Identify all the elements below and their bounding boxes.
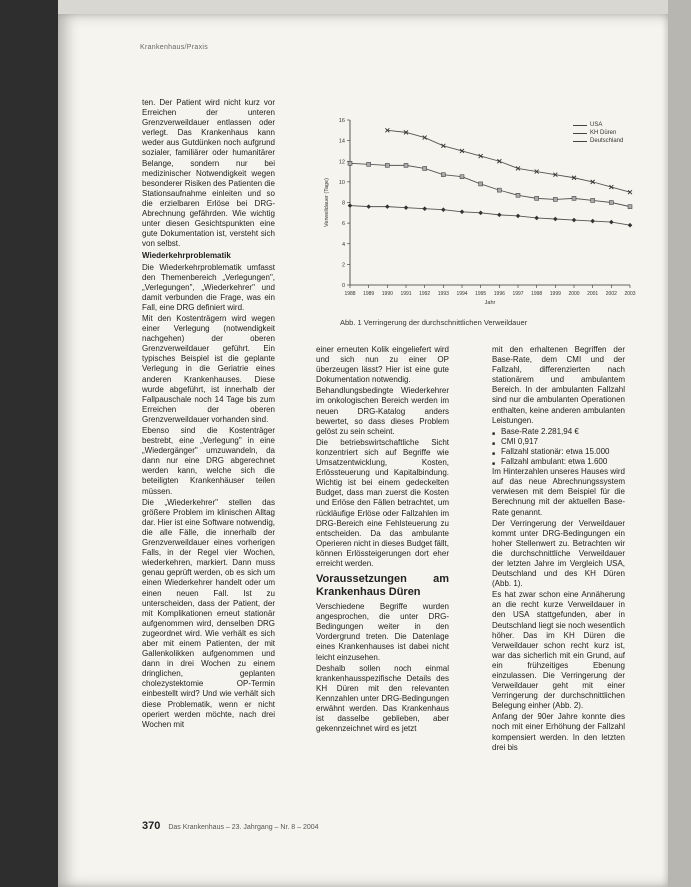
y-tick-label: 14 <box>338 138 345 145</box>
data-point <box>609 220 614 225</box>
data-point <box>385 163 389 167</box>
series-line-0 <box>350 206 630 226</box>
data-point <box>591 198 595 202</box>
x-tick-label: 1989 <box>363 291 375 297</box>
data-point <box>348 161 352 165</box>
x-tick-label: 1999 <box>549 291 561 297</box>
paragraph: Deshalb sollen noch einmal krankenhausspezifische Details des KH Düren mit den relevanten Kennzahlen unter DRG-Bedingungen erwähnt werden. Das Krankenhaus ist dasselbe geblieben, aber gekennzeichnet wird es jetzt <box>316 663 449 734</box>
data-point <box>404 205 409 210</box>
paragraph: Die „Wiederkehrer" stellen das größere Problem im klinischen Alltag dar. Hier ist eine Software notwendig, die alle Fälle, die innerhalb der Grenzverweildauer eines vorherigen Falls, in der Regel vier Wochen, wiederkehren, markiert. Dann muss genau geprüft werden, ob es sich um einen Wiederkehrer handelt oder um einen neuen Fall. Ist zu unterscheiden, dass der Patient, der mit Komplikationen erneut stationär aufgenommen wird, denselben DRG zugeordnet wird. Wie verhält es sich aber mit einem Patienten, der mit Gallenkolikken aufgenommen und dann in drei Wochen zu einem dringlichen, geplanten cholezystektomie OP-Termin einbestellt wird? Und wie verhält sich diese Problematik, wenn er nicht operiert werden möchte, nach drei Wochen mit <box>142 497 275 729</box>
list-item: ■ Fallzahl stationär: etwa 15.000 <box>501 447 625 457</box>
chart-legend <box>573 121 623 145</box>
x-tick-label: 1992 <box>419 291 431 297</box>
list-item: ■ Fallzahl ambulant: etwa 1.600 <box>501 457 625 467</box>
data-point <box>572 218 577 223</box>
x-tick-label: 2001 <box>587 291 599 297</box>
x-tick-label: 1994 <box>456 291 468 297</box>
paragraph: Verschiedene Begriffe wurden angesprochen, die unter DRG-Bedingungen weiter in den Vordergrund treten. Die Datenlage eines Krankenhauses ist dabei nicht leicht einzusehen. <box>316 602 449 662</box>
paragraph: Anfang der 90er Jahre konnte dies noch mit einer Erhöhung der Fallzahl kompensiert werden. In den letzten drei bis <box>492 712 625 752</box>
data-point <box>423 166 427 170</box>
legend-swatch-usa <box>573 125 587 126</box>
list-item: ■ CMI 0,917 <box>501 437 625 447</box>
y-tick-label: 8 <box>341 200 345 207</box>
data-point <box>497 188 501 192</box>
data-point <box>460 209 465 214</box>
series-line-2 <box>350 163 630 206</box>
x-tick-label: 1995 <box>475 291 487 297</box>
x-tick-label: 1998 <box>531 291 543 297</box>
data-point <box>590 219 595 224</box>
data-point <box>404 163 408 167</box>
x-tick-label: 2003 <box>624 291 636 297</box>
data-point <box>367 162 371 166</box>
data-point <box>460 175 464 179</box>
data-point <box>535 196 539 200</box>
paragraph: Die Wiederkehrproblematik umfasst den Themenbereich „Verlegungen", „Verlegungen", „Wiederkehrer" und damit verbunden die Frage, was ein Fall, eine DRG definiert wird. <box>142 262 275 312</box>
paragraph: Die betriebswirtschaftliche Sicht konzentriert sich auf Begriffe wie Umsatzentwicklung, Kosten, Erlössteuerung und Kapitalbindung. Wichtig ist bei einem gedeckelten Budget, dass man zuerst die Kosten und Erlöse den Fällen betrachtet, um rückläufige Erlöse oder Fallzahlen im DRG-Bereich eine Fehlsteuerung zu entscheiden. Da das ambulante Operieren nicht in dieses Budget fällt, können Erlössteigerungen dort eher erreicht werden. <box>316 437 449 568</box>
y-tick-label: 12 <box>338 159 345 166</box>
data-point <box>385 204 390 209</box>
column-1 <box>142 98 275 731</box>
data-point <box>348 203 353 208</box>
legend-label-de: Deutschland <box>590 138 624 144</box>
data-point <box>479 182 483 186</box>
data-point <box>553 197 557 201</box>
journal-name: Das Krankenhaus – 23. Jahrgang – Nr. 8 – 2004 <box>168 824 319 831</box>
paragraph: Es hat zwar schon eine Annäherung an die recht kurze Verweildauer in den USA stattgefunden, aber in Deutschland liegt sie noch wesentlich höher. Das im KH Düren die Verweildauer schon recht kurz ist, war das sicherlich mit ein Grund, auf ein frühzeitiges Ebenung einzulassen. Die Verringerung der Verweildauer geht mit einer Verringerung der durchschnittlichen Belegung einher (Abb. 2). <box>492 590 625 711</box>
paragraph: Behandlungsbedingte Wiederkehrer im onkologischen Bereich werden im neuen DRG-Katalog anders bewertet, so dass dieses Problem gelöst zu sein scheint. <box>316 386 449 436</box>
x-tick-label: 1988 <box>344 291 356 297</box>
paragraph: Ebenso sind die Kostenträger bestrebt, eine „Verlegung" in eine „Wiedergänger" umzuwandeln, da dann nur eine DRG abgerechnet werden kann, welche sich die beteiligten Krankenhäuser teilen müssen. <box>142 426 275 496</box>
data-point <box>628 205 632 209</box>
page-number: 370 <box>142 820 161 832</box>
y-tick-label: 16 <box>338 118 345 124</box>
x-tick-label: 1996 <box>493 291 505 297</box>
legend-entry <box>573 121 623 129</box>
paragraph: Der Verringerung der Verweildauer kommt unter DRG-Bedingungen ein hoher Stellenwert zu. Betrachten wir die durchschnittliche Verweildauer der letzten Jahre im Vergleich USA, Deutschland und des KH Düren (Abb. 1). <box>492 518 625 589</box>
y-tick-label: 2 <box>341 262 345 269</box>
running-header: Krankenhaus/Praxis <box>140 44 209 51</box>
y-axis-label: Verweildauer (Tage) <box>324 178 330 227</box>
legend-label-usa: USA <box>590 122 603 128</box>
data-point <box>534 216 539 221</box>
x-tick-label: 1991 <box>400 291 412 297</box>
paragraph: Im Hinterzahlen unseres Hauses wird auf das neue Abrechnungssystem verwiesen mit dem Beispiel für die Berechnung mit der aktuellen Base-Rate genannt. <box>492 467 625 517</box>
legend-entry <box>573 137 623 145</box>
page-footer <box>142 820 319 832</box>
x-tick-label: 1993 <box>437 291 449 297</box>
data-point <box>441 207 446 212</box>
paragraph: einer erneuten Kolik eingeliefert wird und sich nun zu einer OP überzeugen lässt? Hier ist eine gute Dokumentation notwendig. <box>316 345 449 385</box>
data-point <box>516 214 521 219</box>
paragraph: Mit den Kostenträgern wird wegen einer Verlegung (notwendigkeit nachgehen) der oberen Grenzverweildauer geführt. Ein typisches Beispiel ist die geplante Verlegung in die Geriatrie eines anderen Krankenhauses. Diese wurde abgeführt, ist innerhalb der Fallpauschale noch 14 Tage bis zum Erreichen der oberen Grenzverweildauer vorhanden sind. <box>142 313 275 424</box>
legend-swatch-kh <box>573 133 587 134</box>
y-tick-label: 6 <box>341 221 345 228</box>
data-point <box>553 217 558 222</box>
legend-label-kh: KH Düren <box>590 130 617 136</box>
legend-entry <box>573 129 623 137</box>
data-point <box>478 211 483 216</box>
x-tick-label: 2002 <box>605 291 617 297</box>
legend-swatch-de <box>573 141 587 142</box>
figure-caption: Abb. 1 Verringerung der durchschnittlichen Verweildauer <box>340 318 528 327</box>
page-edge <box>668 0 691 887</box>
y-tick-label: 10 <box>338 179 345 186</box>
column-3 <box>492 345 625 754</box>
paragraph: mit den erhaltenen Begriffen der Base-Rate, dem CMI und der Fallzahl, differenzierten nach stationärem und ambulantem Bereich. In der ambulanten Fallzahl sind nur die ambulanten Operationen enthalten, keine anderen ambulanten Leistungen. <box>492 345 625 425</box>
column-2 <box>316 345 449 735</box>
data-point <box>441 173 445 177</box>
data-point <box>609 201 613 205</box>
data-point <box>628 223 633 228</box>
x-tick-label: 1997 <box>512 291 524 297</box>
kennzahlen-list <box>492 427 625 467</box>
y-tick-label: 4 <box>341 241 345 248</box>
y-tick-label: 0 <box>341 283 345 289</box>
data-point <box>572 196 576 200</box>
data-point <box>422 206 427 211</box>
data-point <box>516 193 520 197</box>
list-item: ■ Base-Rate 2.281,94 € <box>501 427 625 437</box>
paragraph: ten. Der Patient wird nicht kurz vor Erreichen der unteren Grenzverweildauer entlassen oder verlegt. Das Krankenhaus kann weder aus Gutdünken noch aufgrund sozialer, familiärer oder humanitärer Belange, sondern nur bei medizinischer Notwendigkeit wegen besonderer Risiken des Patienten die Stationsaufnahme einleiten und so die erzielbaren Erlöse bei DRG-Abrechnung gefährden. Wie wichtig unter diesen Gesichtspunkten eine gute Dokumentation ist, versteht sich von selbst. <box>142 98 275 249</box>
data-point <box>366 204 371 209</box>
x-tick-label: 2000 <box>568 291 580 297</box>
x-tick-label: 1990 <box>381 291 393 297</box>
section-heading: Wiederkehrproblematik <box>142 251 231 261</box>
book-binding <box>0 0 58 887</box>
x-axis-label: Jahr <box>484 300 496 306</box>
section-heading: Voraussetzungen am Krankenhaus Düren <box>316 573 449 599</box>
data-point <box>497 213 502 218</box>
